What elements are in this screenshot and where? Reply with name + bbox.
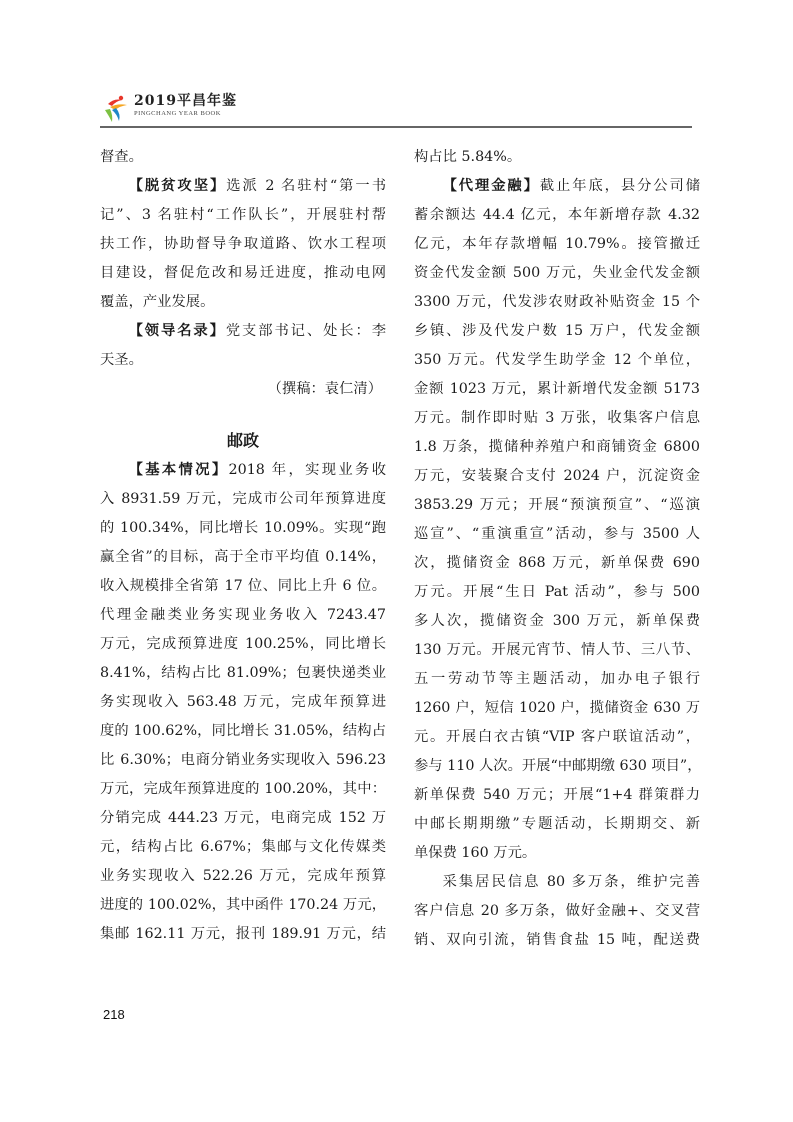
text-line: 采集居民信息 80 多万条，维护完善 [442,874,700,890]
header-divider [100,126,692,128]
text-line: 五一劳动节等主题活动，加办电子银行 [414,671,700,687]
text-line: 次，揽储资金 868 万元，新单保费 690 [414,555,700,571]
text-line: 进度的 100.02%，其中函件 170.24 万元， [100,897,386,913]
text-line: 3300 万元，代发涉农财政补贴资金 15 个 [414,294,700,310]
yearbook-title: 2019平昌年鉴 [134,93,237,109]
text-line: 的 100.34%，同比增长 10.09%。实现“跑 [100,520,386,536]
finance-paragraph [414,172,700,868]
yearbook-logo-icon [100,94,130,124]
logo-swoosh-green [105,109,112,122]
continuation-line: 构占比 5.84%。 [414,149,522,165]
text-line: 赢全省”的目标，高于全市平均值 0.14%， [100,549,386,565]
text-line: 2018 年，实现业务收 [228,462,387,478]
text-line: 新单保费 540 万元；开展“1+4 群策群力 [414,787,700,803]
text-line: 代理金融类业务实现业务收入 7243.47 [100,607,386,623]
text-line: 1260 户，短信 1020 户，揽储资金 630 万 [414,700,700,716]
text-line: 天圣。 [100,352,143,368]
continuation-line: 督查。 [100,149,143,165]
text-line: 元，结构占比 6.67%；集邮与文化传媒类 [100,839,386,855]
text-line: 收入规模排全省第 17 位、同比上升 6 位。 [100,578,386,594]
text-line: 万元，完成预算进度 100.25%，同比增长 [100,636,386,652]
text-line: 巡宣”、“重演重宣”活动，参与 3500 人 [414,526,700,542]
text-line: 记”、3 名驻村“工作队长”，开展驻村帮 [100,207,386,223]
text-line: 覆盖，产业发展。 [100,294,215,310]
text-line: 资金代发金额 500 万元，失业金代发金额 [414,265,700,281]
text-line: 选派 2 名驻村“第一书 [226,178,386,194]
text-line: 党支部书记、处长：李 [225,323,387,339]
yearbook-subtitle: PINGCHANG YEAR BOOK [134,110,221,117]
text-line: 多人次，揽储资金 300 万元，新单保费 [414,613,700,629]
text-line: 业务实现收入 522.26 万元，完成年预算 [100,868,386,884]
text-line: 乡镇、涉及代发户数 15 万户，代发金额 [414,323,700,339]
leaders-label: 【领导名录】 [128,323,226,339]
text-line: 客户信息 20 多万条，做好金融+、交叉营 [414,903,700,919]
poverty-label: 【脱贫攻坚】 [128,178,227,194]
page-number: 218 [103,1007,125,1022]
text-line: 集邮 162.11 万元，报刊 189.91 万元，结 [100,926,386,942]
text-line: 目建设，督促危改和易迁进度，推动电网 [100,265,386,281]
text-line: 元。开展白衣古镇“VIP 客户联谊活动”， [414,729,700,745]
page-header [100,92,692,128]
right-column [414,143,700,955]
text-line: 8.41%，结构占比 81.09%；包裹快递类业 [100,665,386,681]
text-line: 蓄余额达 44.4 亿元，本年新增存款 4.32 [414,207,700,223]
text-line: 比 6.30%；电商分销业务实现收入 596.23 [100,752,386,768]
finance-label: 【代理金融】 [442,178,540,194]
text-line: 务实现收入 563.48 万元，完成年预算进 [100,694,386,710]
text-line: 3853.29 万元；开展“预演预宣”、“巡演 [414,497,700,513]
text-line: 单保费 160 万元。 [414,845,537,861]
text-line: 万元，完成年预算进度的 100.20%，其中： [100,781,386,797]
text-line: 中邮长期期缴”专题活动，长期期交、新 [414,816,700,832]
text-line: 350 万元。代发学生助学金 12 个单位， [414,352,700,368]
text-line: 万元。制作即时贴 3 万张，收集客户信息 [414,410,700,426]
logo-swoosh-blue [112,108,120,121]
poverty-paragraph [100,172,386,317]
text-line: 分销完成 444.23 万元，电商完成 152 万 [100,810,386,826]
basic-info-paragraph [100,456,386,949]
logo-dot [119,96,123,100]
text-line: 万元。开展“生日 Pat 活动”，参与 500 [414,584,700,600]
left-column [100,143,386,949]
author-byline: （撰稿：袁仁清） [267,381,382,397]
text-line: 万元，安装聚合支付 2024 户，沉淀资金 [414,468,700,484]
brand [134,93,237,118]
collection-paragraph [414,868,700,955]
text-line: 金额 1023 万元，累计新增代发金额 5173 [414,381,700,397]
text-line: 截止年底，县分公司储 [539,178,701,194]
text-line: 亿元，本年存款增幅 10.79%。接管撤迁 [414,236,700,252]
text-line: 销、双向引流，销售食盐 15 吨，配送费 [414,932,700,948]
text-line: 参与 110 人次。开展“中邮期缴 630 项目”， [414,758,702,774]
text-line: 度的 100.62%，同比增长 31.05%，结构占 [100,723,386,739]
text-line: 1.8 万条，揽储种养殖户和商铺资金 6800 [414,439,700,455]
basic-info-label: 【基本情况】 [128,462,229,478]
text-line: 130 万元。开展元宵节、情人节、三八节、 [414,642,700,658]
text-line: 入 8931.59 万元，完成市公司年预算进度 [100,491,386,507]
text-line: 扶工作，协助督导争取道路、饮水工程项 [100,236,386,252]
section-title: 邮政 [226,431,259,450]
leaders-paragraph [100,317,386,375]
